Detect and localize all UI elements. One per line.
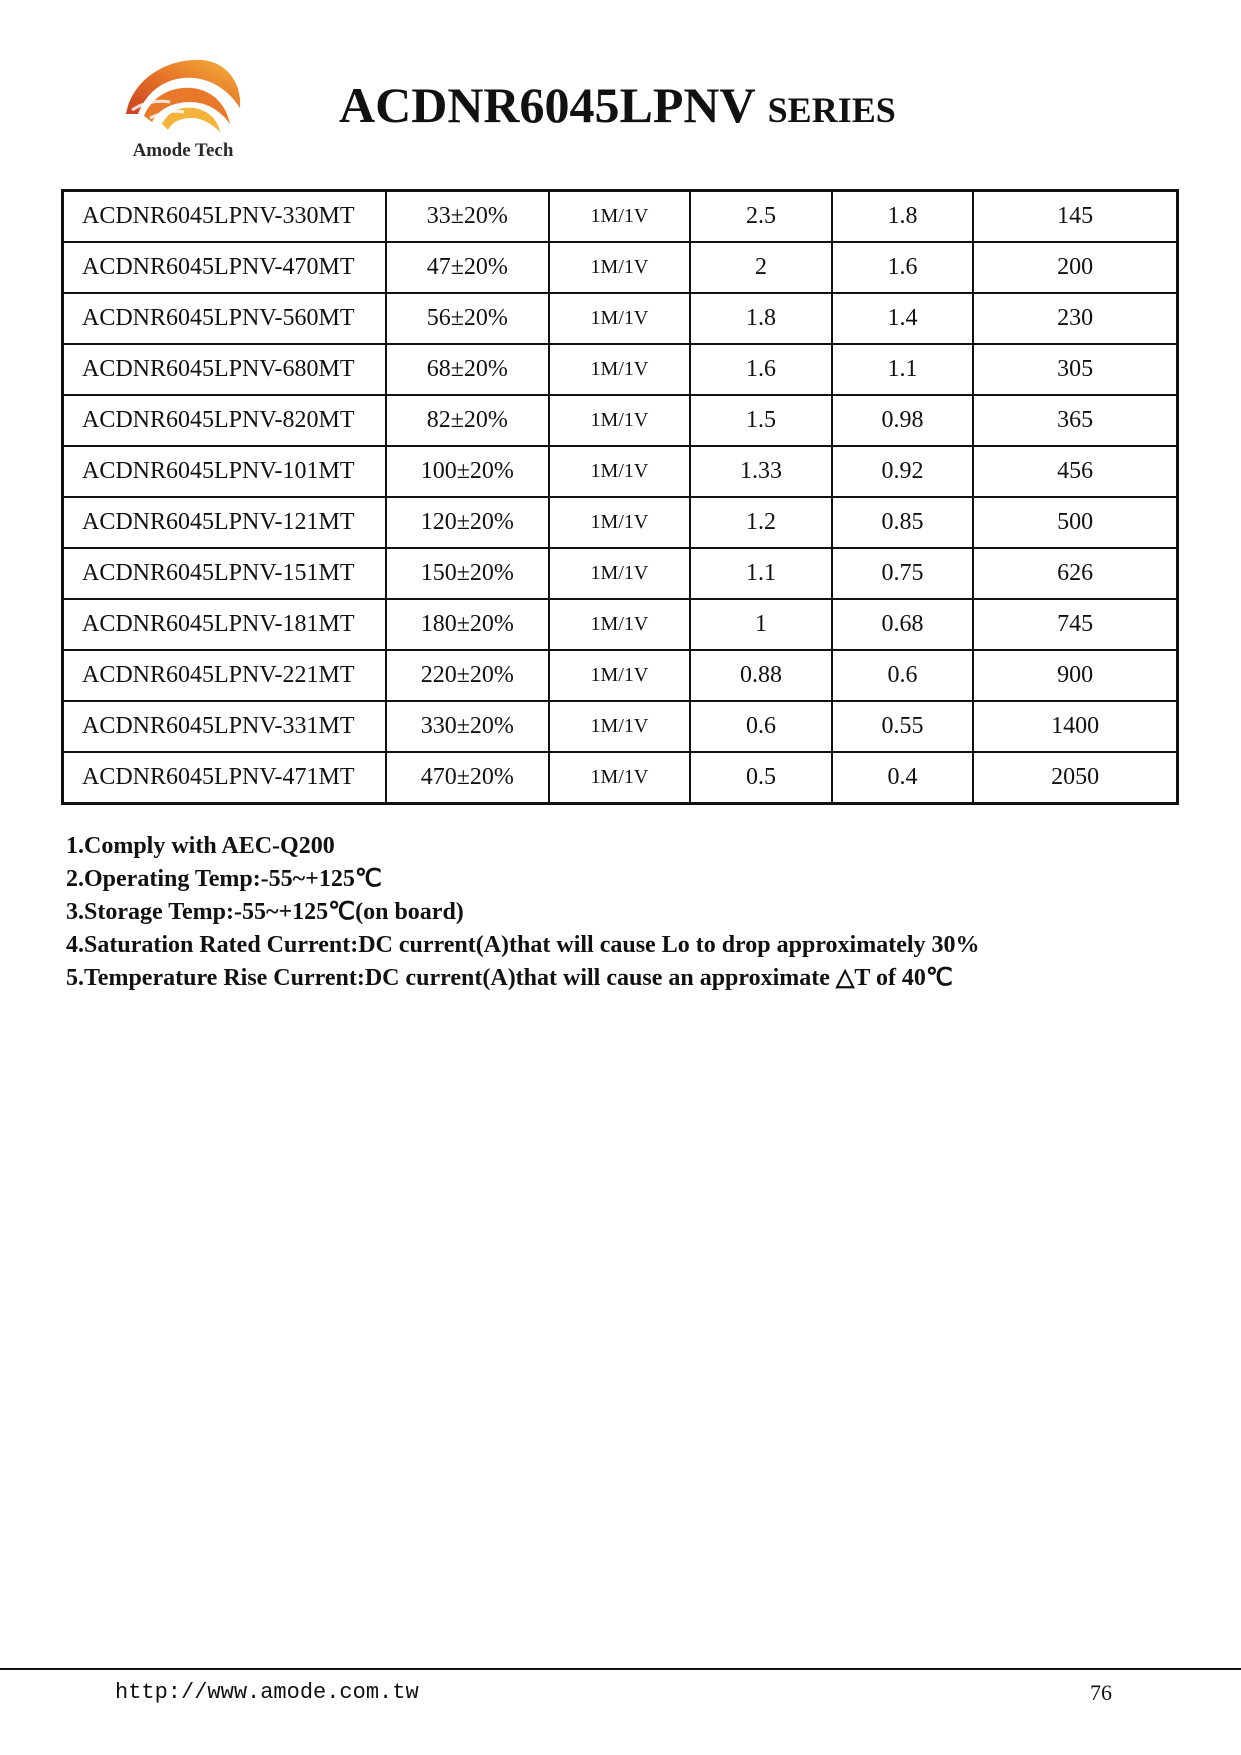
inductance-cell: 33±20%: [386, 191, 549, 243]
table-row: [63, 446, 1178, 497]
table-row: [63, 599, 1178, 650]
table-row: [63, 752, 1178, 804]
col6-cell: 200: [973, 242, 1177, 293]
inductance-cell: 470±20%: [386, 752, 549, 804]
col4-cell: 0.6: [690, 701, 832, 752]
table-row: [63, 344, 1178, 395]
inductance-cell: 120±20%: [386, 497, 549, 548]
page-number: 76: [1090, 1680, 1112, 1705]
col5-cell: 0.98: [832, 395, 974, 446]
test-condition-cell: 1M/1V: [549, 242, 691, 293]
col5-cell: 0.55: [832, 701, 974, 752]
part-number-cell: ACDNR6045LPNV-471MT: [63, 752, 386, 804]
part-number-cell: ACDNR6045LPNV-331MT: [63, 701, 386, 752]
col5-cell: 1.8: [832, 191, 974, 243]
col6-cell: 500: [973, 497, 1177, 548]
inductance-cell: 100±20%: [386, 446, 549, 497]
table-row: [63, 548, 1178, 599]
part-number-cell: ACDNR6045LPNV-181MT: [63, 599, 386, 650]
note-item: 2.Operating Temp:-55~+125℃: [66, 866, 382, 892]
test-condition-cell: 1M/1V: [549, 548, 691, 599]
part-number-cell: ACDNR6045LPNV-470MT: [63, 242, 386, 293]
table-row: [63, 497, 1178, 548]
col6-cell: 2050: [973, 752, 1177, 804]
col5-cell: 0.4: [832, 752, 974, 804]
inductance-cell: 180±20%: [386, 599, 549, 650]
col4-cell: 1.6: [690, 344, 832, 395]
col5-cell: 1.4: [832, 293, 974, 344]
col6-cell: 456: [973, 446, 1177, 497]
col4-cell: 1.1: [690, 548, 832, 599]
col6-cell: 745: [973, 599, 1177, 650]
test-condition-cell: 1M/1V: [549, 293, 691, 344]
table-row: [63, 395, 1178, 446]
col6-cell: 1400: [973, 701, 1177, 752]
col5-cell: 0.68: [832, 599, 974, 650]
col6-cell: 900: [973, 650, 1177, 701]
inductance-cell: 150±20%: [386, 548, 549, 599]
col4-cell: 1.33: [690, 446, 832, 497]
note-item: 3.Storage Temp:-55~+125℃(on board): [66, 899, 464, 925]
inductance-cell: 220±20%: [386, 650, 549, 701]
logo-flame-icon: [118, 52, 248, 140]
col4-cell: 0.88: [690, 650, 832, 701]
test-condition-cell: 1M/1V: [549, 650, 691, 701]
title-model: ACDNR6045LPNV: [339, 77, 756, 133]
col6-cell: 145: [973, 191, 1177, 243]
notes: [66, 830, 980, 995]
title-series: SERIES: [767, 90, 896, 130]
table-row: [63, 650, 1178, 701]
col4-cell: 2: [690, 242, 832, 293]
col4-cell: 0.5: [690, 752, 832, 804]
col4-cell: 2.5: [690, 191, 832, 243]
inductance-cell: 82±20%: [386, 395, 549, 446]
table-row: [63, 293, 1178, 344]
col4-cell: 1.8: [690, 293, 832, 344]
test-condition-cell: 1M/1V: [549, 191, 691, 243]
company-logo: [118, 52, 258, 167]
part-number-cell: ACDNR6045LPNV-101MT: [63, 446, 386, 497]
col4-cell: 1.5: [690, 395, 832, 446]
col4-cell: 1: [690, 599, 832, 650]
col6-cell: 305: [973, 344, 1177, 395]
col6-cell: 230: [973, 293, 1177, 344]
table-row: [63, 701, 1178, 752]
inductance-cell: 68±20%: [386, 344, 549, 395]
col5-cell: 1.6: [832, 242, 974, 293]
test-condition-cell: 1M/1V: [549, 446, 691, 497]
page-title: [339, 77, 896, 133]
part-number-cell: ACDNR6045LPNV-560MT: [63, 293, 386, 344]
part-number-cell: ACDNR6045LPNV-221MT: [63, 650, 386, 701]
logo-text: Amode Tech: [132, 140, 234, 161]
col6-cell: 365: [973, 395, 1177, 446]
test-condition-cell: 1M/1V: [549, 344, 691, 395]
test-condition-cell: 1M/1V: [549, 599, 691, 650]
part-number-cell: ACDNR6045LPNV-680MT: [63, 344, 386, 395]
note-item: 1.Comply with AEC-Q200: [66, 833, 335, 859]
note-item: 4.Saturation Rated Current:DC current(A)that will cause Lo to drop approximately 30%: [66, 932, 980, 958]
test-condition-cell: 1M/1V: [549, 752, 691, 804]
col4-cell: 1.2: [690, 497, 832, 548]
inductance-cell: 56±20%: [386, 293, 549, 344]
footer-url[interactable]: http://www.amode.com.tw: [115, 1680, 419, 1705]
table-row: [63, 242, 1178, 293]
spec-table: [61, 189, 1179, 805]
part-number-cell: ACDNR6045LPNV-151MT: [63, 548, 386, 599]
inductance-cell: 47±20%: [386, 242, 549, 293]
test-condition-cell: 1M/1V: [549, 701, 691, 752]
part-number-cell: ACDNR6045LPNV-121MT: [63, 497, 386, 548]
note-item: 5.Temperature Rise Current:DC current(A)that will cause an approximate △T of 40℃: [66, 965, 953, 991]
part-number-cell: ACDNR6045LPNV-330MT: [63, 191, 386, 243]
footer-divider: [0, 1668, 1241, 1670]
col6-cell: 626: [973, 548, 1177, 599]
test-condition-cell: 1M/1V: [549, 395, 691, 446]
col5-cell: 0.75: [832, 548, 974, 599]
table-row: [63, 191, 1178, 243]
col5-cell: 0.6: [832, 650, 974, 701]
test-condition-cell: 1M/1V: [549, 497, 691, 548]
col5-cell: 1.1: [832, 344, 974, 395]
part-number-cell: ACDNR6045LPNV-820MT: [63, 395, 386, 446]
inductance-cell: 330±20%: [386, 701, 549, 752]
col5-cell: 0.85: [832, 497, 974, 548]
col5-cell: 0.92: [832, 446, 974, 497]
